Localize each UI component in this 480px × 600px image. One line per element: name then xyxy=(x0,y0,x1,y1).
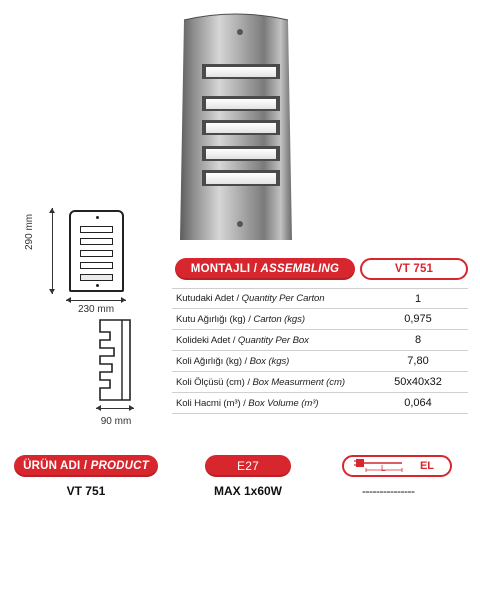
spec-label: Kutu Ağırlığı (kg) / Carton (kgs) xyxy=(176,313,305,325)
slat xyxy=(80,226,113,233)
table-row xyxy=(172,393,468,414)
spec-value: 0,064 xyxy=(404,397,432,409)
model-pill xyxy=(360,258,468,280)
spec-table xyxy=(172,288,468,414)
depth-dimension-line xyxy=(96,408,134,409)
height-dimension-label: 290 mm xyxy=(24,213,35,250)
slat xyxy=(80,238,113,245)
cable-length-symbol: L xyxy=(381,464,386,473)
table-row xyxy=(172,330,468,351)
spec-label: Koli Ağırlığı (kg) / Box (kgs) xyxy=(176,355,290,367)
cable-pill xyxy=(342,455,452,477)
spec-value: 8 xyxy=(414,334,422,346)
spec-value: 1 xyxy=(414,292,422,305)
socket-pill xyxy=(205,455,291,477)
model-number: VT 751 xyxy=(394,263,434,275)
assembly-label: MONTAJLI / xyxy=(190,263,258,275)
product-photo xyxy=(172,12,300,244)
assembly-pill xyxy=(175,258,355,280)
spec-label: Kutudaki Adet / Quantity Per Carton xyxy=(176,293,325,304)
width-dimension-label: 230 mm xyxy=(77,304,115,315)
spec-label: Kolideki Adet / Quantity Per Box xyxy=(176,334,309,346)
spec-value: 0,975 xyxy=(404,313,432,325)
slat xyxy=(80,262,113,269)
socket-type: E27 xyxy=(237,459,259,473)
screw-dot xyxy=(96,216,99,219)
table-row xyxy=(172,288,468,309)
height-dimension-line xyxy=(52,208,53,294)
product-label: ÜRÜN ADI / xyxy=(23,460,88,472)
power-value: MAX 1x60W xyxy=(213,484,283,498)
table-row xyxy=(172,309,468,330)
screw-dot xyxy=(96,284,99,287)
spec-label: Koli Ölçüsü (cm) / Box Measurment (cm) xyxy=(176,376,345,388)
product-name-pill xyxy=(14,455,158,477)
slat xyxy=(80,250,113,257)
slat xyxy=(80,274,113,281)
spec-value: 7,80 xyxy=(407,355,429,367)
depth-dimension-label: 90 mm xyxy=(100,416,132,427)
side-view-drawing xyxy=(96,318,136,402)
spec-label: Koli Hacmi (m³) / Box Volume (m³) xyxy=(176,397,319,409)
table-row xyxy=(172,351,468,372)
product-label-en: PRODUCT xyxy=(90,460,149,472)
width-dimension-line xyxy=(66,300,126,301)
cable-label: EL xyxy=(419,460,434,472)
product-name-value: VT 751 xyxy=(66,484,106,498)
cable-value: --------------- xyxy=(362,484,415,498)
cable-icon xyxy=(354,457,406,475)
front-view-drawing xyxy=(69,210,124,292)
spec-value: 50x40x32 xyxy=(394,376,442,388)
table-row xyxy=(172,372,468,393)
assembly-label-en: ASSEMBLING xyxy=(260,263,340,275)
